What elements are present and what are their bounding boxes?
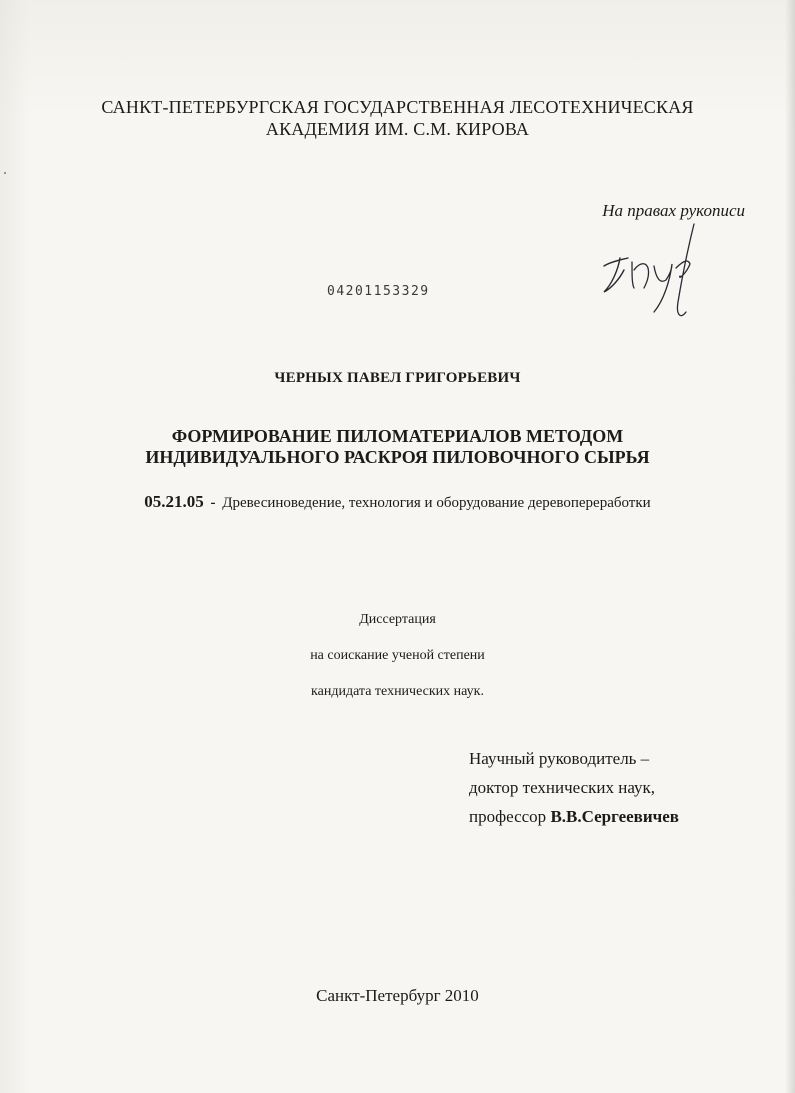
author-name: ЧЕРНЫХ ПАВЕЛ ГРИГОРЬЕВИЧ — [274, 370, 521, 386]
specialty-description: Древесиноведение, технология и оборудование деревопереработки — [222, 495, 651, 511]
degree-line: на соискание ученой степени — [310, 648, 485, 663]
registry-number: 04201153329 — [327, 284, 430, 299]
city-year: Санкт-Петербург 2010 — [316, 986, 479, 1005]
scan-speck — [4, 172, 6, 174]
advisor-role: Научный руководитель – — [469, 749, 650, 768]
specialty-code: 05.21.05 — [144, 492, 204, 511]
title-line-1: ФОРМИРОВАНИЕ ПИЛОМАТЕРИАЛОВ МЕТОДОМ — [171, 426, 624, 446]
title-line-2: ИНДИВИДУАЛЬНОГО РАСКРОЯ ПИЛОВОЧНОГО СЫРЬЯ — [145, 447, 650, 467]
dissertation-title — [0, 426, 795, 468]
specialty-dash: - — [210, 495, 216, 511]
advisor-degree: доктор технических наук, — [469, 778, 656, 797]
manuscript-rights-note: На правах рукописи — [602, 201, 745, 220]
handwritten-signature — [598, 218, 713, 328]
institution-line-1: САНКТ-ПЕТЕРБУРГСКАЯ ГОСУДАРСТВЕННАЯ ЛЕСОТЕХНИЧЕСКАЯ — [101, 97, 694, 117]
advisor-rank: профессор — [469, 807, 547, 826]
specialty-line — [0, 492, 795, 512]
scientific-advisor — [469, 744, 679, 831]
page-edge-shadow — [785, 0, 795, 1093]
advisor-name: В.В.Сергеевичев — [550, 807, 679, 826]
institution-header — [0, 96, 795, 140]
advisor-title-line — [469, 802, 679, 831]
dissertation-label: Диссертация — [359, 612, 436, 627]
institution-line-2: АКАДЕМИЯ ИМ. С.М. КИРОВА — [265, 119, 530, 139]
degree-name: кандидата технических наук. — [311, 684, 484, 699]
